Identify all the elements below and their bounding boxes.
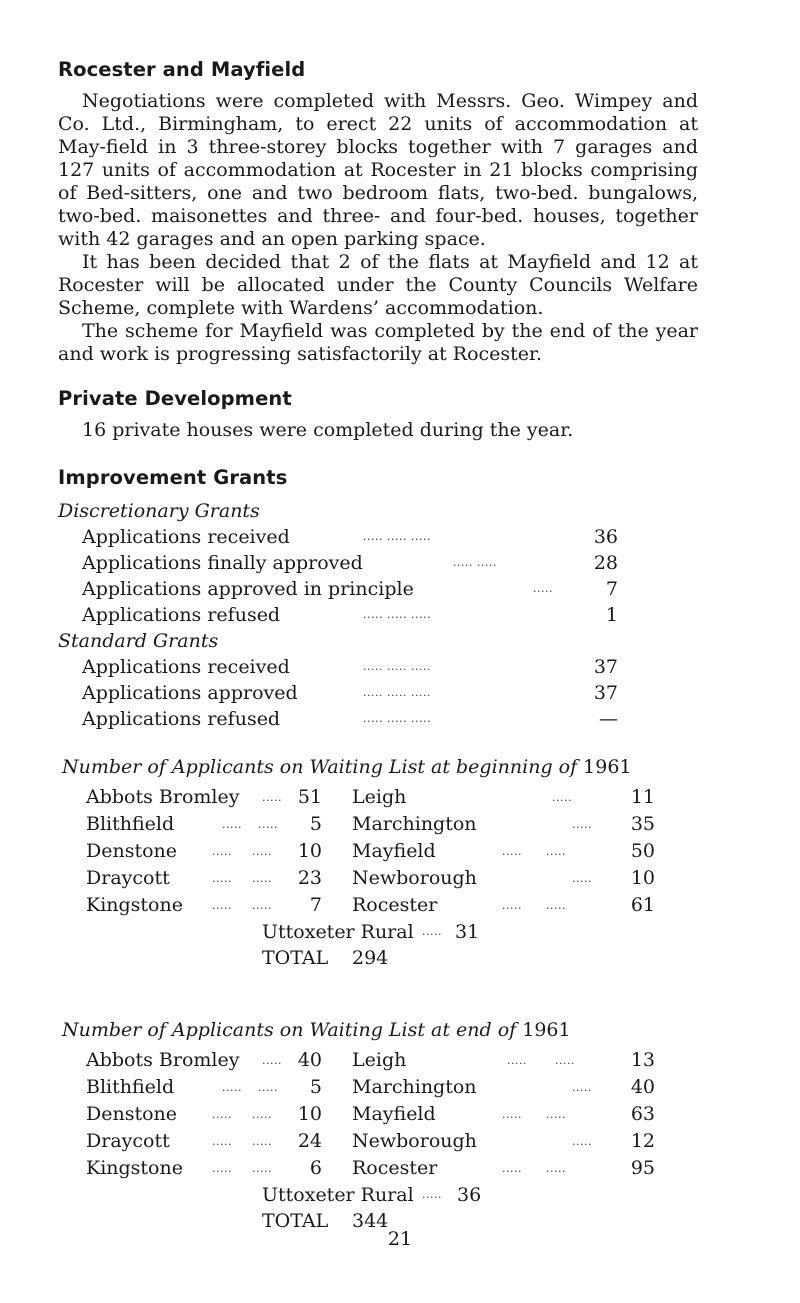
leader-dots: ..... ..... .....	[363, 608, 431, 621]
grant-label: Applications finally approved	[82, 552, 363, 574]
grant-label: Applications refused	[82, 708, 281, 730]
leader-dots: .....	[262, 1054, 282, 1067]
waiting-list-start-year: 1961	[583, 756, 632, 778]
parish-name: Kingstone	[86, 894, 183, 916]
grant-value: 37	[593, 656, 618, 678]
leader-dots: .....	[572, 818, 592, 831]
leader-dots: ..... .....	[212, 1162, 272, 1175]
parish-count: 24	[297, 1130, 322, 1152]
leader-dots: ..... ..... .....	[363, 530, 431, 543]
total-value: 294	[352, 947, 389, 969]
heading-improvement-grants: Improvement Grants	[58, 466, 288, 489]
leader-dots: ..... .....	[502, 845, 566, 858]
parish-name: Abbots Bromley	[86, 1049, 240, 1071]
parish-count: 13	[630, 1049, 655, 1071]
parish-name: Marchington	[352, 1076, 477, 1098]
parish-count: 63	[630, 1103, 655, 1125]
waiting-row	[62, 1101, 762, 1128]
parish-count: 10	[630, 867, 655, 889]
parish-count: 11	[630, 786, 655, 808]
leader-dots: .....	[262, 791, 282, 804]
leader-dots: ..... ..... .....	[363, 686, 431, 699]
leader-dots: ..... .....	[502, 899, 566, 912]
leader-dots: ..... .....	[212, 845, 272, 858]
paragraph-negotiations: Negotiations were completed with Messrs. Geo. Wimpey and Co. Ltd., Birmingham, to erect 22 units of accommodation at May-field in 3 three-storey blocks together with 7 garages and 127 units of accommodation at Rocester in 21 blocks comprising of Bed-sitters, one and two bedroom flats, two-bed. bungalows, two-bed. maisonettes and three- and four-bed. houses, together with 42 garages and an open parking space.	[58, 90, 698, 250]
parish-name: Abbots Bromley	[86, 786, 240, 808]
leader-dots: .....	[422, 1188, 442, 1201]
leader-dots: ..... .....	[212, 899, 272, 912]
parish-name: Rocester	[352, 894, 438, 916]
leader-dots: .....	[572, 872, 592, 885]
grant-row	[58, 524, 618, 550]
rural-value: 31	[455, 921, 480, 943]
parish-count: 6	[309, 1157, 322, 1179]
leader-dots: ..... .....	[502, 1162, 566, 1175]
grand-total-line	[62, 945, 762, 971]
leader-dots: .....	[572, 1135, 592, 1148]
waiting-row	[62, 1128, 762, 1155]
grant-row	[58, 706, 618, 732]
grant-row	[58, 576, 618, 602]
document-page	[58, 58, 698, 1234]
parish-count: 95	[630, 1157, 655, 1179]
leader-dots: ..... .....	[212, 872, 272, 885]
leader-dots: .....	[422, 925, 442, 938]
leader-dots: ..... .....	[212, 1108, 272, 1121]
grant-value: 36	[593, 526, 618, 548]
parish-name: Kingstone	[86, 1157, 183, 1179]
parish-count: 5	[309, 813, 322, 835]
waiting-row	[62, 1074, 762, 1101]
parish-name: Draycott	[86, 1130, 170, 1152]
leader-dots: ..... .....	[222, 818, 278, 831]
leader-dots: ..... ..... .....	[363, 712, 431, 725]
leader-dots: .....	[552, 791, 572, 804]
grant-label: Applications received	[82, 656, 290, 678]
paragraph-private-houses: 16 private houses were completed during the year.	[82, 419, 574, 441]
leader-dots: ..... .....	[222, 1081, 278, 1094]
rural-total-line	[62, 1182, 762, 1208]
heading-rocester-mayfield: Rocester and Mayfield	[58, 58, 306, 81]
waiting-row	[62, 784, 762, 811]
grant-value: —	[599, 708, 618, 730]
waiting-row	[62, 1047, 762, 1074]
grant-label: Applications refused	[82, 604, 281, 626]
waiting-row	[62, 1155, 762, 1182]
parish-count: 51	[297, 786, 322, 808]
waiting-list-end	[0, 1017, 762, 1234]
waiting-row	[62, 892, 762, 919]
parish-count: 23	[297, 867, 322, 889]
leader-dots: .....	[572, 1081, 592, 1094]
leader-dots: ..... .....	[212, 1135, 272, 1148]
leader-dots: ..... .....	[507, 1054, 575, 1067]
waiting-list-end-title-text: Number of Applicants on Waiting List at end of	[62, 1019, 517, 1041]
leader-dots: ..... ..... .....	[363, 660, 431, 673]
waiting-list-start-title	[62, 754, 762, 780]
parish-name: Newborough	[352, 1130, 477, 1152]
page-number: 21	[387, 1228, 413, 1250]
parish-count: 7	[309, 894, 322, 916]
parish-name: Rocester	[352, 1157, 438, 1179]
paragraph-welfare-scheme: It has been decided that 2 of the flats at Mayfield and 12 at Rocester will be allocated under the County Councils Welfare Scheme, complete with Wardens’ accommodation.	[58, 251, 698, 319]
parish-count: 50	[630, 840, 655, 862]
parish-name: Blithfield	[86, 1076, 175, 1098]
parish-name: Leigh	[352, 1049, 407, 1071]
grant-row	[58, 550, 618, 576]
parish-name: Mayfield	[352, 840, 436, 862]
parish-count: 10	[297, 840, 322, 862]
waiting-list-end-title	[62, 1017, 762, 1043]
grant-row	[58, 602, 618, 628]
waiting-row	[62, 838, 762, 865]
grant-label: Applications approved	[82, 682, 298, 704]
grant-label: Applications received	[82, 526, 290, 548]
parish-name: Denstone	[86, 840, 178, 862]
grant-label: Applications approved in principle	[82, 578, 414, 600]
parish-count: 40	[297, 1049, 322, 1071]
parish-count: 40	[630, 1076, 655, 1098]
leader-dots: ..... .....	[453, 556, 497, 569]
waiting-list-start-title-text: Number of Applicants on Waiting List at beginning of	[62, 756, 578, 778]
grants-block	[58, 498, 618, 732]
paragraph-progress: The scheme for Mayfield was completed by the end of the year and work is progressing satisfactorily at Rocester.	[58, 320, 698, 365]
parish-name: Denstone	[86, 1103, 178, 1125]
rural-total-line	[62, 919, 762, 945]
grant-value: 1	[605, 604, 618, 626]
parish-name: Newborough	[352, 867, 477, 889]
parish-count: 35	[630, 813, 655, 835]
parish-count: 12	[630, 1130, 655, 1152]
standard-grants-heading: Standard Grants	[58, 630, 219, 652]
grant-value: 28	[593, 552, 618, 574]
total-value: 344	[352, 1210, 389, 1232]
discretionary-grants-heading: Discretionary Grants	[58, 500, 260, 522]
parish-count: 5	[309, 1076, 322, 1098]
rural-label: Uttoxeter Rural	[262, 921, 414, 943]
waiting-list-end-year: 1961	[522, 1019, 571, 1041]
leader-dots: .....	[533, 582, 553, 595]
parish-name: Marchington	[352, 813, 477, 835]
parish-name: Mayfield	[352, 1103, 436, 1125]
heading-private-development: Private Development	[58, 387, 292, 410]
parish-count: 61	[630, 894, 655, 916]
total-label: TOTAL	[262, 1210, 329, 1232]
waiting-row	[62, 811, 762, 838]
grant-row	[58, 680, 618, 706]
leader-dots: ..... .....	[502, 1108, 566, 1121]
rural-value: 36	[457, 1184, 482, 1206]
waiting-row	[62, 865, 762, 892]
parish-name: Leigh	[352, 786, 407, 808]
parish-name: Draycott	[86, 867, 170, 889]
parish-count: 10	[297, 1103, 322, 1125]
waiting-list-start	[0, 754, 762, 971]
grant-value: 37	[593, 682, 618, 704]
grant-value: 7	[605, 578, 618, 600]
total-label: TOTAL	[262, 947, 329, 969]
parish-name: Blithfield	[86, 813, 175, 835]
grant-row	[58, 654, 618, 680]
rural-label: Uttoxeter Rural	[262, 1184, 414, 1206]
